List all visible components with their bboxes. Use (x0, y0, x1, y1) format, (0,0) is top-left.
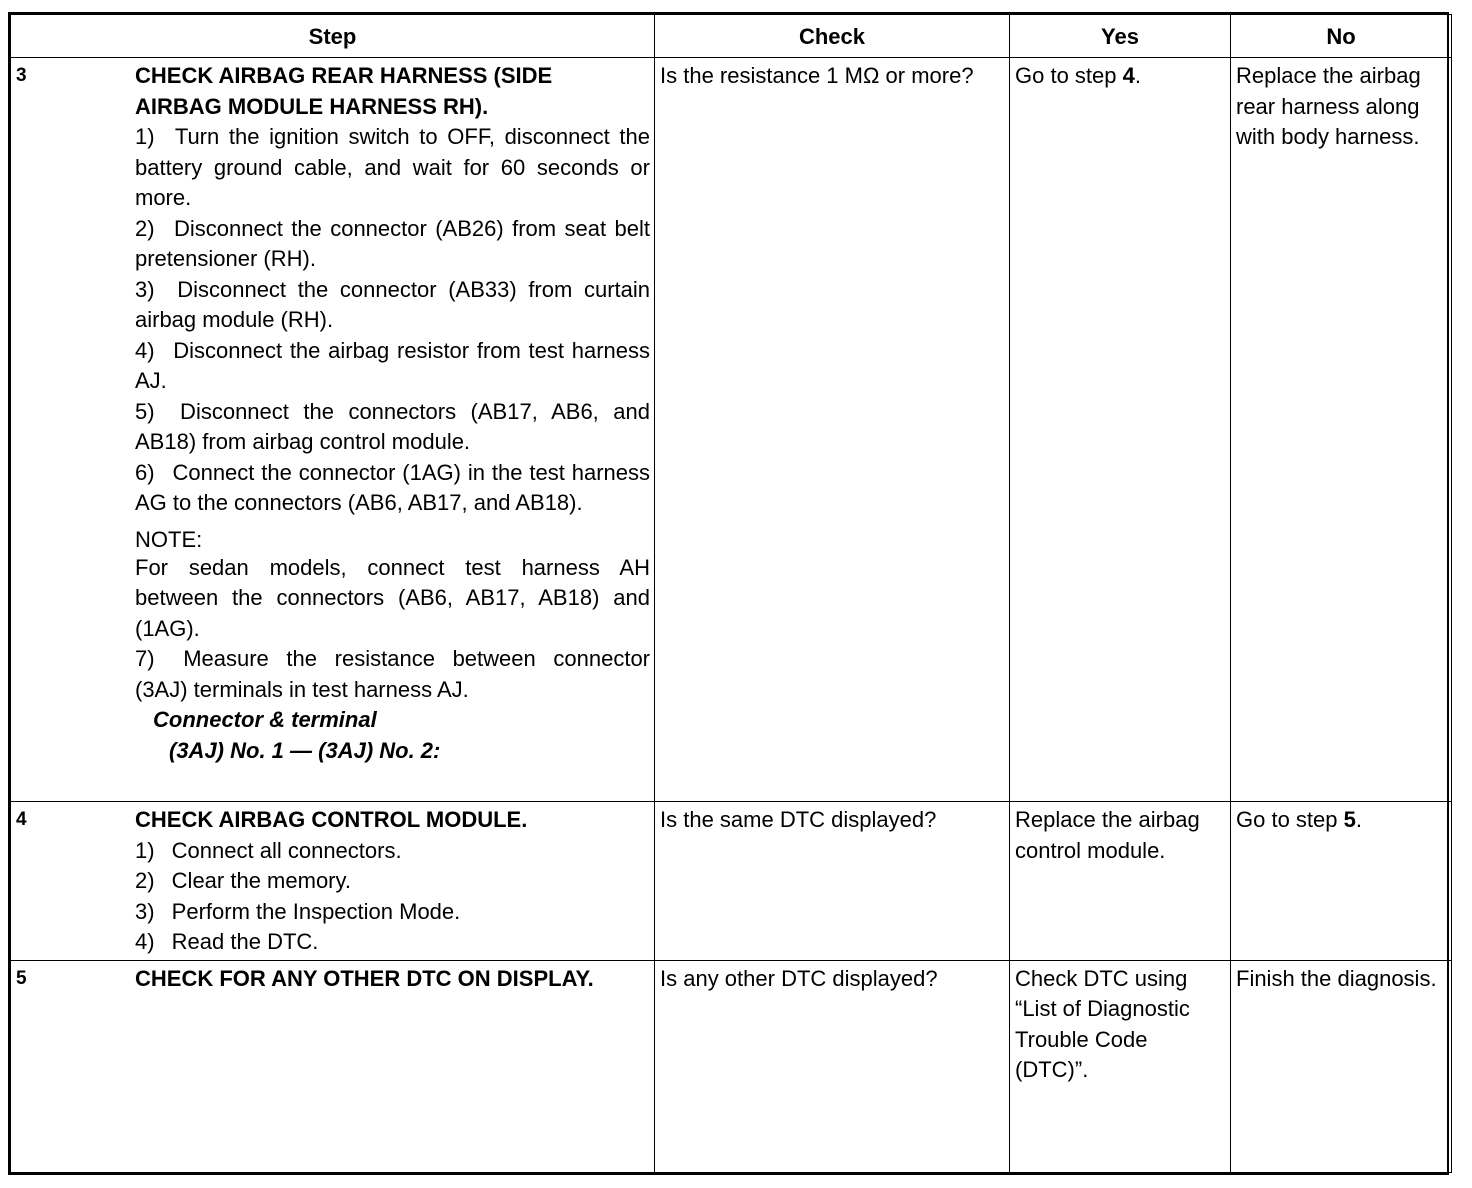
table-row-step-3 (11, 58, 1452, 802)
step-title: CHECK AIRBAG REAR HARNESS (SIDE AIRBAG MODULE HARNESS RH). (135, 63, 553, 119)
table-row-step-5 (11, 960, 1452, 1173)
step-title: CHECK AIRBAG CONTROL MODULE. (135, 807, 528, 832)
note-text: For sedan models, connect test harness AH between the connectors (AB6, AB17, AB18) and (1AG). (135, 554, 650, 641)
table-row-step-4 (11, 802, 1452, 961)
substep-3: 3) Disconnect the connector (AB33) from curtain airbag module (RH). (135, 276, 650, 332)
step-cell (11, 802, 655, 961)
substep-3: 3) Perform the Inspection Mode. (135, 898, 461, 924)
step-title: CHECK FOR ANY OTHER DTC ON DISPLAY. (135, 965, 594, 991)
step-number: 5 (16, 967, 27, 989)
yes-cell: Go to step 4. (1010, 58, 1231, 802)
header-no: No (1231, 15, 1452, 58)
diagnostic-table (10, 14, 1452, 1173)
header-yes: Yes (1010, 15, 1231, 58)
substep-4: 4) Disconnect the airbag resistor from test harness AJ. (135, 337, 650, 393)
header-check: Check (655, 15, 1010, 58)
connector-value: (3AJ) No. 1 — (3AJ) No. 2: (169, 737, 441, 763)
yes-step-ref: 4 (1122, 63, 1135, 88)
check-cell: Is the same DTC displayed? (655, 802, 1010, 961)
yes-cell: Replace the airbag control module. (1010, 802, 1231, 961)
step-cell (11, 960, 655, 1173)
table-header-row (11, 15, 1452, 58)
step-cell (11, 58, 655, 802)
no-cell: Go to step 5. (1231, 802, 1452, 961)
diagnostic-table-page (8, 12, 1449, 1175)
check-cell: Is the resistance 1 MΩ or more? (655, 58, 1010, 802)
note-label: NOTE: (135, 526, 203, 552)
substep-5: 5) Disconnect the connectors (AB17, AB6, and AB18) from airbag control module. (135, 398, 650, 454)
check-cell: Is any other DTC displayed? (655, 960, 1010, 1173)
substep-1: 1) Turn the ignition switch to OFF, disconnect the battery ground cable, and wait for 60 seconds or more. (135, 124, 650, 210)
substep-1: 1) Connect all connectors. (135, 837, 402, 863)
header-step: Step (11, 15, 655, 58)
note (135, 527, 650, 645)
substep-2: 2) Disconnect the connector (AB26) from seat belt pretensioner (RH). (135, 215, 650, 271)
no-cell: Replace the airbag rear harness along with body harness. (1231, 58, 1452, 802)
step-number: 4 (16, 809, 27, 830)
substep-6: 6) Connect the connector (1AG) in the test harness AG to the connectors (AB6, AB17, and AB18). (135, 459, 650, 515)
substep-7: 7) Measure the resistance between connector (3AJ) terminals in test harness AJ. (135, 646, 650, 702)
connector-label: Connector & terminal (153, 707, 377, 732)
no-step-ref: 5 (1343, 807, 1356, 832)
step-number: 3 (16, 65, 27, 86)
substep-4: 4) Read the DTC. (135, 929, 319, 954)
substep-2: 2) Clear the memory. (135, 868, 351, 893)
yes-cell: Check DTC using “List of Diagnostic Trouble Code (DTC)”. (1010, 960, 1231, 1173)
no-cell: Finish the diagnosis. (1231, 960, 1452, 1173)
